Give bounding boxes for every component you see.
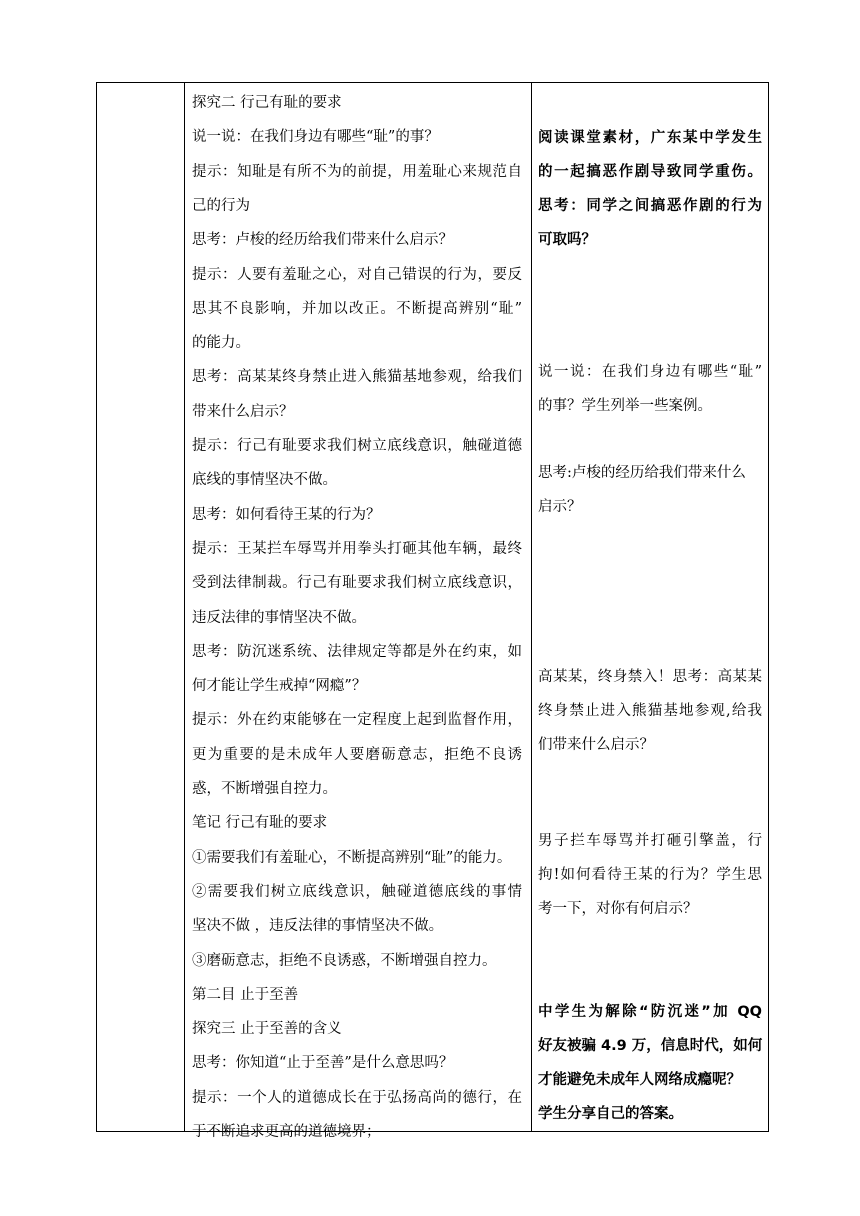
student-text-line: 思考:卢梭的经历给我们带来什么 [538, 465, 746, 481]
teacher-text-line: ①需要我们有羞耻心，不断提高辨别“耻”的能力。 [192, 849, 512, 866]
teacher-text-line: 更为重要的是未成年人要磨砺意志，拒绝不良诱 [192, 746, 522, 763]
student-text-line: 中学生为解除“防沉迷”加 QQ [538, 1004, 762, 1020]
teacher-text-line: 惑，不断增强自控力。 [192, 781, 337, 797]
teacher-text-line: 笔记 行己有耻的要求 [192, 815, 328, 832]
teacher-text-line: 底线的事情坚决不做。 [192, 472, 337, 489]
column-divider-2 [531, 83, 532, 1131]
teacher-text-line: 思考：防沉迷系统、法律规定等都是外在约束，如 [192, 643, 522, 660]
teacher-text-line: 带来什么启示？ [192, 403, 294, 420]
teacher-text-line: 提示：王某拦车辱骂并用拳头打砸其他车辆，最终 [192, 540, 522, 557]
teacher-text-line: 何才能让学生戒掉“网瘾”？ [192, 678, 367, 695]
teacher-text-line: 思考：高某某终身禁止进入熊猫基地参观，给我们 [192, 369, 522, 386]
teacher-text-line: ②需要我们树立底线意识，触碰道德底线的事情 [192, 883, 522, 900]
teacher-text-line: 第二目 止于至善 [192, 986, 299, 1003]
student-text-line: 们带来什么启示？ [538, 737, 654, 753]
teacher-text-line: 受到法律制裁。行己有耻要求我们树立底线意识， [192, 575, 522, 592]
teacher-text-line: 提示：知耻是有所不为的前提，用羞耻心来规范自 [192, 163, 522, 180]
teacher-text-line: 思考：如何看待王某的行为？ [192, 506, 381, 523]
teacher-text-line: 己的行为 [192, 197, 250, 214]
teacher-text-line: 提示：外在约束能够在一定程度上起到监督作用， [192, 712, 522, 729]
student-text-line: 说一说：在我们身边有哪些“耻” [538, 364, 762, 380]
teacher-text-line: 说一说：在我们身边有哪些“耻”的事？ [192, 129, 439, 146]
student-text-line: 启示？ [538, 499, 582, 515]
column-divider-1 [184, 83, 185, 1131]
teacher-text-line: 探究三 止于至善的含义 [192, 1021, 342, 1038]
student-text-line: 思考：同学之间搞恶作剧的行为 [538, 198, 762, 214]
student-text-line: 阅读课堂素材，广东某中学发生 [538, 130, 762, 146]
teacher-text-line: 坚决不做 ，违反法律的事情坚决不做。 [192, 918, 444, 935]
teacher-text-line: 提示：人要有羞耻之心，对自己错误的行为，要反 [192, 266, 522, 283]
student-text-line: 学生分享自己的答案。 [538, 1106, 683, 1122]
student-text-line: 的事？学生列举一些案例。 [538, 398, 712, 414]
student-text-line: 拘!如何看待王某的行为？学生思 [538, 867, 762, 883]
teacher-text-line: 于不断追求更高的道德境界； [192, 1124, 381, 1140]
student-text-line: 考一下，对你有何启示？ [538, 901, 698, 917]
student-text-line: 男子拦车辱骂并打砸引擎盖，行 [538, 833, 762, 849]
teacher-text-line: ③磨砺意志，拒绝不良诱惑，不断增强自控力。 [192, 952, 497, 969]
student-text-line: 好友被骗 4.9 万，信息时代，如何 [538, 1038, 763, 1054]
teacher-text-line: 思考：你知道“止于至善”是什么意思吗？ [192, 1055, 454, 1072]
student-text-line: 的一起搞恶作剧导致同学重伤。 [538, 164, 762, 180]
teacher-text-line: 探究二 行己有耻的要求 [192, 95, 342, 111]
teacher-text-line: 思考：卢梭的经历给我们带来什么启示？ [192, 232, 453, 249]
teacher-text-line: 提示：一个人的道德成长在于弘扬高尚的德行，在 [192, 1089, 522, 1106]
student-text-line: 高某某，终身禁入！思考：高某某 [538, 669, 762, 685]
teacher-text-line: 的能力。 [192, 335, 250, 352]
teacher-text-line: 思其不良影响，并加以改正。不断提高辨别“耻” [192, 300, 522, 317]
teacher-text-line: 违反法律的事情坚决不做。 [192, 609, 366, 626]
teacher-text-line: 提示：行己有耻要求我们树立底线意识，触碰道德 [192, 438, 522, 454]
lesson-table [96, 82, 769, 1140]
student-text-line: 可取吗？ [538, 232, 596, 248]
student-text-line: 才能避免未成年人网络成瘾呢？ [538, 1072, 741, 1088]
student-text-line: 终身禁止进入熊猫基地参观,给我 [538, 703, 762, 719]
